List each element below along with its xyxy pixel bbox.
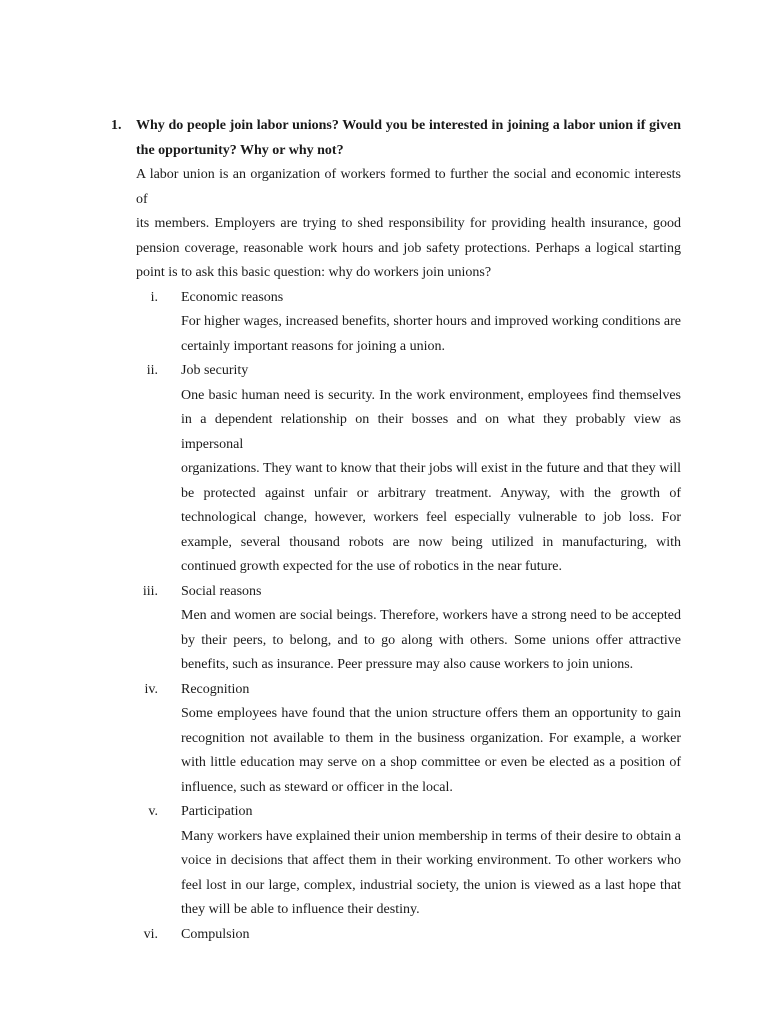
reason-body [181, 310, 681, 359]
reason-compulsion [136, 923, 681, 948]
question-intro [136, 163, 681, 286]
reason-number: vi. [143, 926, 158, 942]
reason-line: feel lost in our large, complex, industrial society, the union is viewed as a last hope that [181, 877, 681, 893]
reason-line: benefits, such as insurance. Peer pressure may also cause workers to join unions. [181, 657, 634, 672]
reason-line: voice in decisions that affect them in their working environment. To other workers who [181, 853, 681, 868]
reason-line: Men and women are social beings. Therefore, workers have a strong need to be accepted [181, 608, 681, 623]
reason-job-security [136, 359, 681, 580]
reason-line: technological change, however, workers feel especially vulnerable to job loss. For [181, 510, 681, 525]
reason-line: by their peers, to belong, and to go along with others. Some unions offer attractive [181, 632, 681, 648]
reason-line: be protected against unfair or arbitrary treatment. Anyway, with the growth of [181, 485, 681, 501]
reason-recognition [136, 678, 681, 801]
reason-body [181, 825, 681, 923]
reason-line: with little education may serve on a shop committee or even be elected as a position of [181, 755, 681, 770]
reason-title: Participation [181, 804, 253, 819]
reason-line: organizations. They want to know that their jobs will exist in the future and that they will [181, 461, 681, 476]
reason-number: iii. [142, 583, 158, 599]
reason-line: For higher wages, increased benefits, shorter hours and improved working conditions are [181, 314, 681, 329]
reason-number: ii. [146, 363, 158, 378]
reason-line: in a dependent relationship on their bosses and on what they probably view as impersonal [181, 412, 681, 452]
reason-line: they will be able to influence their destiny. [181, 902, 420, 917]
question-title [136, 114, 681, 163]
question-title-line: Why do people join labor unions? Would you be interested in joining a labor union if given [136, 118, 681, 133]
reason-number: i. [150, 289, 158, 305]
reason-title: Economic reasons [181, 289, 284, 305]
reason-economic [136, 286, 681, 360]
reason-body [181, 604, 681, 678]
reason-title: Social reasons [181, 583, 262, 599]
question-title-line: the opportunity? Why or why not? [136, 142, 344, 158]
reason-line: continued growth expected for the use of robotics in the near future. [181, 559, 562, 574]
intro-line: point is to ask this basic question: why do workers join unions? [136, 265, 492, 280]
reason-line: Many workers have explained their union membership in terms of their desire to obtain a [181, 828, 681, 844]
reason-body [181, 384, 681, 580]
reason-number: iv. [144, 681, 158, 697]
reason-line: influence, such as steward or officer in the local. [181, 779, 453, 795]
intro-line: pension coverage, reasonable work hours and job safety protections. Perhaps a logical starting [136, 240, 681, 256]
reason-line: recognition not available to them in the business organization. For example, a worker [181, 730, 681, 746]
reason-title: Compulsion [181, 926, 250, 942]
reason-line: example, several thousand robots are now being utilized in manufacturing, with [181, 534, 681, 550]
question-number: 1. [111, 118, 122, 133]
reason-line: One basic human need is security. In the work environment, employees find themselves [181, 387, 681, 403]
reason-title: Job security [181, 363, 249, 378]
intro-line: A labor union is an organization of workers formed to further the social and economic interests of [136, 167, 681, 207]
reason-participation [136, 800, 681, 923]
reason-title: Recognition [181, 681, 250, 697]
reason-social [136, 580, 681, 678]
reason-line: Some employees have found that the union structure offers them an opportunity to gain [181, 706, 681, 721]
reason-line: certainly important reasons for joining a union. [181, 338, 445, 354]
question-block [111, 114, 681, 947]
reason-number: v. [148, 804, 158, 819]
reason-body [181, 702, 681, 800]
intro-line: its members. Employers are trying to shed responsibility for providing health insurance, good [136, 216, 681, 231]
